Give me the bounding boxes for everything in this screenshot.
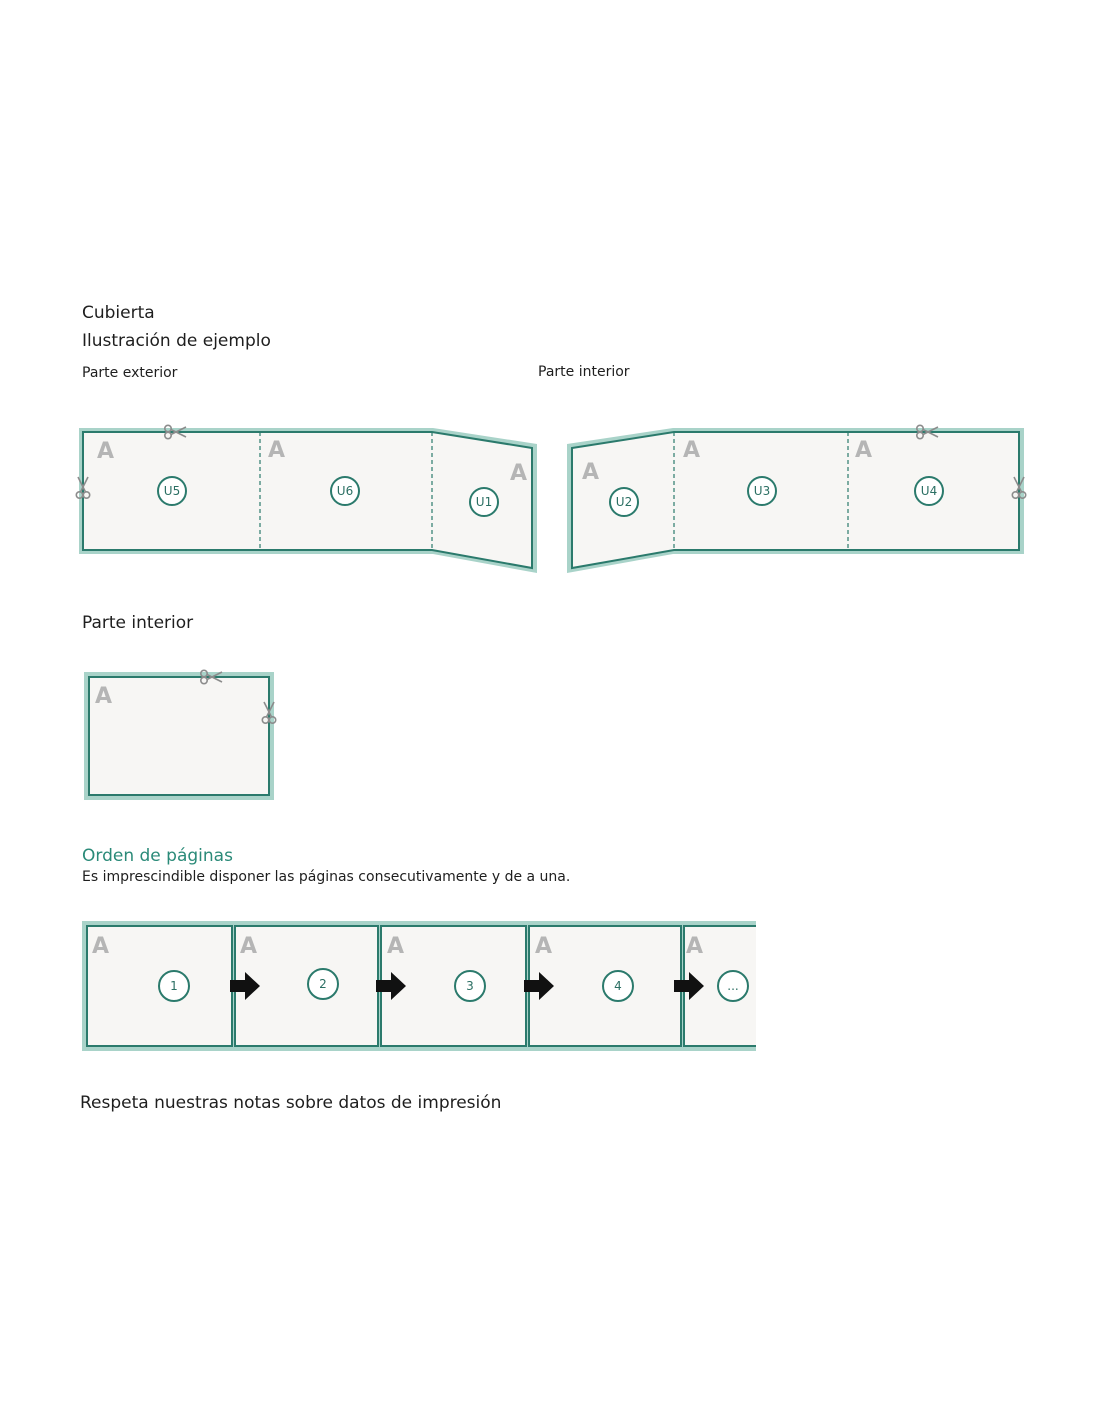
svg-text:3: 3 (466, 979, 474, 993)
panel-marker-u3 (748, 477, 776, 505)
panel-marker-u5 (158, 477, 186, 505)
order-title: Orden de páginas (82, 846, 233, 866)
interior-layout (84, 670, 276, 800)
corner-letter: A (240, 934, 258, 959)
svg-text:U3: U3 (753, 484, 771, 498)
corner-letter: A (582, 460, 600, 485)
corner-letter: A (535, 934, 553, 959)
corner-letter: A (92, 934, 110, 959)
label-parte-exterior: Parte exterior (82, 365, 178, 381)
footer-note: Respeta nuestras notas sobre datos de impresión (80, 1093, 502, 1113)
svg-text:U2: U2 (615, 495, 633, 509)
corner-letter: A (268, 438, 286, 463)
corner-letter: A (683, 438, 701, 463)
corner-letter: A (510, 461, 528, 486)
svg-text:2: 2 (319, 977, 327, 991)
svg-text:1: 1 (170, 979, 178, 993)
svg-text:U1: U1 (475, 495, 493, 509)
label-parte-interior: Parte interior (82, 613, 194, 633)
corner-letter: A (855, 438, 873, 463)
svg-text:U6: U6 (336, 484, 354, 498)
svg-text:...: ... (727, 979, 739, 993)
label-parte-interior-cover: Parte interior (538, 364, 630, 380)
corner-letter: A (686, 934, 704, 959)
order-description: Es imprescindible disponer las páginas consecutivamente y de a una. (82, 869, 571, 885)
svg-text:U5: U5 (163, 484, 181, 498)
heading-ilustracion: Ilustración de ejemplo (82, 331, 271, 351)
page-marker-3 (455, 971, 485, 1001)
page-marker-more (718, 971, 748, 1001)
svg-text:U4: U4 (920, 484, 938, 498)
corner-letter: A (97, 439, 115, 464)
heading-cubierta: Cubierta (82, 303, 155, 323)
corner-letter: A (387, 934, 405, 959)
cover-outer-layout (76, 425, 537, 573)
page-marker-4 (603, 971, 633, 1001)
page-marker-1 (159, 971, 189, 1001)
panel-marker-u6 (331, 477, 359, 505)
panel-marker-u4 (915, 477, 943, 505)
page-order-strip (82, 921, 756, 1051)
svg-text:4: 4 (614, 979, 622, 993)
page-marker-2 (308, 969, 338, 999)
panel-marker-u2 (610, 488, 638, 516)
panel-marker-u1 (470, 488, 498, 516)
corner-letter: A (95, 684, 113, 709)
cover-inner-layout (567, 425, 1026, 573)
